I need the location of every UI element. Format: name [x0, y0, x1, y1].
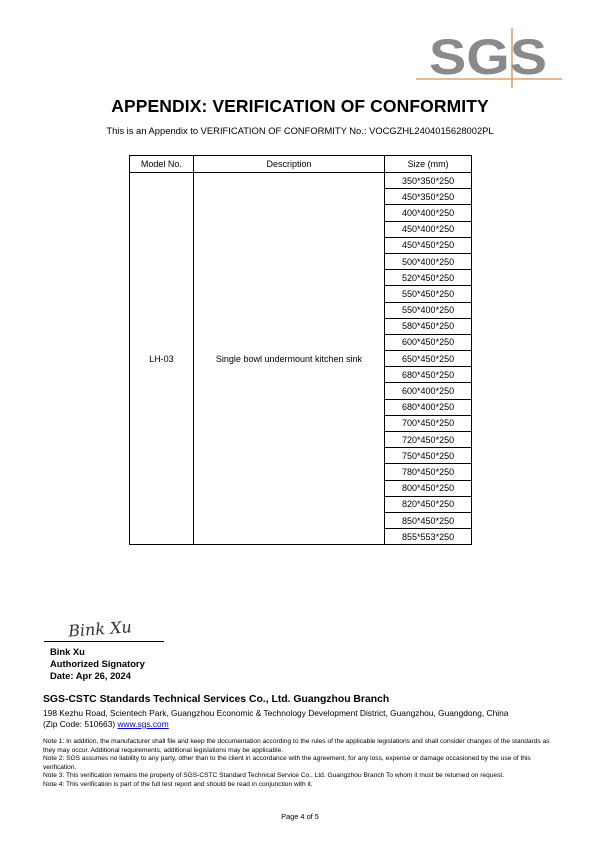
signer-block	[50, 646, 145, 682]
handwritten-signature	[66, 612, 146, 642]
website-link[interactable]: www.sgs.com	[117, 718, 169, 729]
size-cell: 600*400*250	[385, 383, 472, 399]
note-4: Note 4: This verification is part of the full test report and should be read in conjunction with it.	[43, 780, 313, 788]
size-cell: 700*450*250	[385, 415, 472, 431]
note-3: Note 3: This verification remains the property of SGS-CSTC Standard Technical Service Co., Ltd. Guangzhou Branch To whom it must be returned on request.	[43, 772, 505, 780]
size-cell: 800*450*250	[385, 480, 472, 496]
address-line-1: 198 Kezhu Road, Scientech Park, Guangzhou Economic & Technology Development District, Guangzhou, Guangdong, China	[43, 708, 509, 718]
model-no-cell: LH-03	[130, 173, 194, 545]
size-cell: 600*450*250	[385, 334, 472, 350]
size-cell: 720*450*250	[385, 432, 472, 448]
size-cell: 855*553*250	[385, 529, 472, 545]
size-cell: 750*450*250	[385, 448, 472, 464]
page-subtitle: This is an Appendix to VERIFICATION OF CONFORMITY No.: VOCGZHL2404015628002PL	[106, 125, 494, 136]
size-cell: 580*450*250	[385, 318, 472, 334]
svg-text:SGS: SGS	[429, 29, 547, 85]
sgs-logo	[416, 26, 562, 88]
header-description: Description	[193, 156, 384, 173]
note-2: Note 2: SGS assumes no liability to any party, other than to the client in accordance with the agreement, for any loss, expense or damage occasioned by the use of this verification.	[43, 755, 531, 771]
company-name: SGS-CSTC Standards Technical Services Co., Ltd. Guangzhou Branch	[43, 694, 390, 705]
size-cell: 550*450*250	[385, 286, 472, 302]
header-model-no: Model No.	[130, 156, 194, 173]
signer-name: Bink Xu	[50, 646, 85, 657]
table-header-row	[130, 156, 472, 173]
header-size: Size (mm)	[385, 156, 472, 173]
description-cell: Single bowl undermount kitchen sink	[193, 173, 384, 545]
signature-line	[44, 641, 164, 642]
size-cell: 650*450*250	[385, 351, 472, 367]
note-1: Note 1: In addition, the manufacturer shall file and keep the documentation according to the rules of the applicable legislations and shall consider changes of the standards as they may occur. Additional requirements, additional legislations may be applicable.	[43, 738, 550, 754]
size-cell: 450*350*250	[385, 189, 472, 205]
signature-date: Date: Apr 26, 2024	[50, 670, 131, 681]
page-title: APPENDIX: VERIFICATION OF CONFORMITY	[111, 96, 489, 116]
address-line-2: (Zip Code: 510663)	[43, 718, 116, 729]
page-number: Page 4 of 5	[281, 812, 319, 821]
size-cell: 500*400*250	[385, 253, 472, 269]
size-cell: 450*450*250	[385, 237, 472, 253]
notes-block	[43, 738, 563, 790]
size-cell: 550*400*250	[385, 302, 472, 318]
model-size-table	[129, 155, 472, 545]
svg-text:Bink Xu: Bink Xu	[67, 617, 133, 641]
size-cell: 820*450*250	[385, 496, 472, 512]
size-cell: 450*400*250	[385, 221, 472, 237]
table-row	[130, 173, 472, 189]
size-cell: 350*350*250	[385, 173, 472, 189]
size-cell: 520*450*250	[385, 270, 472, 286]
company-address	[43, 708, 563, 729]
size-cell: 850*450*250	[385, 512, 472, 528]
table-body	[130, 173, 472, 545]
size-cell: 780*450*250	[385, 464, 472, 480]
signer-role: Authorized Signatory	[50, 658, 145, 669]
size-cell: 680*400*250	[385, 399, 472, 415]
size-cell: 400*400*250	[385, 205, 472, 221]
size-cell: 680*450*250	[385, 367, 472, 383]
